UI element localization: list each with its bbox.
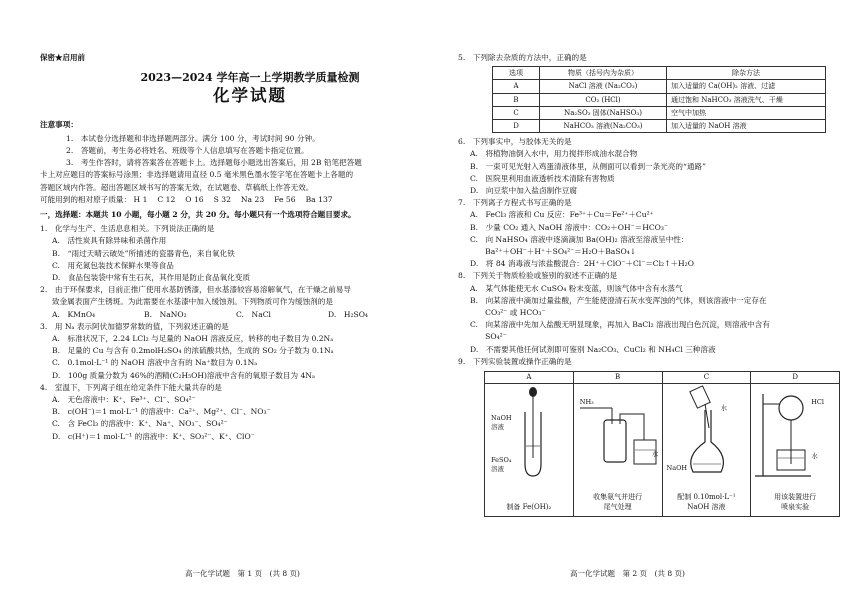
q6-option-a: A. 将植物油倒入水中，用力搅拌形成油水混合物 [470,149,638,159]
section-heading: 一，选择题：本题共 10 小题，每小题 2 分，共 20 分。每小题只有一个选项符合题目要求。 [40,210,356,220]
table-cell: CO₂ (HCl) [540,93,667,106]
question-8-stem: 8. 下列关于物质检验或鉴别的叙述不正确的是 [458,271,618,281]
q7-option-b: B. 少量 CO₂ 通入 NaOH 溶液中：CO₂＋OH⁻＝HCO₃⁻ [470,222,668,232]
q8-option-b-cont: CO₃²⁻ 或 HCO₃⁻ [470,308,546,318]
q3-option-b: B. 足量的 Cu 与含有 0.2molH₂SO₄ 的浓硫酸共热，生成的 SO₂ 分子数为 0.1Nₐ [52,346,334,356]
diagram-label: NH₃ [579,398,594,407]
table-cell: Na₂SO₃ 固体(NaHSO₃) [540,106,667,119]
exam-title: 2023—2024 学年高一上学期教学质量检测 [140,71,360,85]
question-5-stem: 5. 下列除去杂质的方法中，正确的是 [458,53,587,62]
q7-option-c: C. 向 NaHSO₄ 溶液中逐滴滴加 Ba(OH)₂ 溶液至溶液呈中性： [470,234,689,244]
table-cell: NaCl 溶液 (Na₂CO₃) [540,80,667,93]
apparatus-caption: 制备 Fe(OH)₂ [506,503,552,512]
table-header: 除杂方法 [667,67,826,80]
question-4-stem: 4. 室温下，下列离子组在给定条件下能大量共存的是 [40,382,222,392]
question-9-stem: 9. 下列实验装置或操作正确的是 [458,356,572,366]
apparatus-label: C [663,372,751,384]
table-cell: D [493,120,540,133]
apparatus-b [574,372,663,516]
diagram-label: 水 [720,404,727,413]
q8-option-d: D. 不需要其他任何试剂即可鉴别 Na₂CO₃、CuCl₂ 和 NH₄Cl 三种溶液 [470,344,716,354]
table-header: 物质（括号内为杂质） [540,67,667,80]
notice-item: 1. 本试卷分选择题和非选择题两部分。满分 100 分，考试时间 90 分钟。 [66,133,320,143]
question-2-stem: 2. 由于环保要求，目前正推广使用水基防锈漆，但水基漆较容易溶解氧气，在干燥之前易导 [40,285,351,295]
table-cell: 加入适量的 NaOH 溶液 [667,120,826,133]
table-cell: 加入适量的 Ca(OH)₂ 溶液、过滤 [667,80,826,93]
q3-option-a: A. 标准状况下，2.24 LCl₂ 与足量的 NaOH 溶液反应，转移的电子数目为 0.2Nₐ [52,334,334,344]
q4-option-d: D. c(H⁺)＝1 mol·L⁻¹ 的溶液中：K⁺、SO₃²⁻、K⁺、ClO⁻ [52,431,255,441]
apparatus-a [485,372,574,516]
q2-option-b: B. NaNO₂ [144,309,187,319]
subject-title: 化学试题 [213,86,287,106]
q1-option-c: C. 用充氮包装技术保鲜水果等食品 [52,260,174,270]
apparatus-label: D [751,372,839,384]
q7-option-c-equation: Ba²⁺＋OH⁻＋H⁺＋SO₄²⁻＝H₂O＋BaSO₄↓ [470,247,637,257]
table-row [493,120,826,133]
q6-option-d: D. 向豆浆中加入盐卤制作豆腐 [470,186,577,196]
q8-option-c-cont: SO₄²⁻ [470,332,507,342]
q3-option-c: C. 0.1mol·L⁻¹ 的 NaOH 溶液中含有的 Na⁺数目为 0.1Nₐ [52,358,258,368]
table-row [493,80,826,93]
q4-option-c: C. 含 FeCl₃ 的溶液中：K⁺、Na⁺、NO₃⁻、SO₄²⁻ [52,419,228,429]
table-cell: C [493,106,540,119]
notice-continuation: 答题区域内作答。超出答题区域书写的答案无效，在试题卷、草稿纸上作答无效。 [40,182,314,192]
table-cell: 通过饱和 NaHCO₃ 溶液洗气、干燥 [667,93,826,106]
notice-item: 3. 考生作答时，请将答案答在答题卡上。选择题每小题选出答案后，用 2B 铅笔把答题 [66,158,362,168]
confidential-mark: 保密★启用前 [40,53,85,62]
diagram-label: NaOH [491,414,512,423]
q1-option-b: B. “雨过天晴云破处”所描述的瓷器青色，来自氧化铁 [52,248,235,258]
question-7-stem: 7. 下列离子方程式书写正确的是 [458,198,572,208]
apparatus-c [663,372,752,516]
table-header-row [493,67,826,80]
q2-options [40,309,420,321]
question-1-stem: 1. 化学与生产、生活息息相关。下列说法正确的是 [40,224,215,234]
apparatus-label: A [485,372,573,384]
apparatus-label: B [574,372,662,384]
impurity-table [492,66,826,133]
page-footer: 高一化学试题 第 2 页 (共 8 页) [570,568,685,578]
fountain-experiment-diagram [751,384,839,484]
diagram-label: NaOH [666,464,688,473]
question-3-stem: 3. 用 Nₐ 表示阿伏加德罗常数的值，下列叙述正确的是 [40,321,229,331]
diagram-label: 水 [651,450,659,459]
q2-option-a: A. KMnO₄ [52,309,96,319]
diagram-label: 溶液 [491,465,504,474]
question-2-stem-cont: 致金属表面产生锈斑。为此需要在水基漆中加入缓蚀剂。下列物质可作为缓蚀剂的是 [52,297,333,307]
q4-option-a: A. 无色溶液中：K⁺、Fe³⁺、Cl⁻、SO₄²⁻ [52,395,196,405]
q7-option-d: D. 将 84 消毒液与浓盐酸混合：2H⁺＋ClO⁻＋Cl⁻＝Cl₂↑＋H₂O [470,259,694,269]
question-6-stem: 6. 下列事实中，与胶体无关的是 [458,137,572,147]
q7-option-a: A. FeCl₃ 溶液和 Cu 反应：Fe³⁺＋Cu＝Fe²⁺＋Cu²⁺ [470,210,654,220]
atomic-masses: 可能用到的相对原子质量： H 1 C 12 O 16 S 32 Na 23 Fe 56 Ba 137 [40,194,333,204]
q4-option-b: B. c(OH⁻)＝1 mol·L⁻¹ 的溶液中：Ca²⁺、Mg²⁺、Cl⁻、NO₃⁻ [52,407,271,417]
q6-option-c: C. 医院里利用血液透析技术清除有害物质 [470,173,615,183]
table-cell: 空气中加热 [667,106,826,119]
diagram-label: FeSO₄ [491,456,512,465]
table-cell: A [493,80,540,93]
q8-option-b: B. 向某溶液中滴加过量盐酸，产生能使澄清石灰水变浑浊的气体，则该溶液中一定存在 [470,295,767,305]
apparatus-caption: 配制 0.10mol·L⁻¹ NaOH 溶液 [677,493,736,512]
q1-option-a: A. 活性炭具有除异味和杀菌作用 [52,236,167,246]
q6-option-b: B. 一束可见光射入鸡蛋清液体里，从侧面可以看到一条光亮的“通路” [470,161,706,171]
q2-option-c: C. NaCl [236,309,271,319]
diagram-label: 溶液 [491,423,504,432]
q8-option-a: A. 某气体能使无水 CuSO₄ 粉末变蓝，则该气体中含有水蒸气 [470,283,683,293]
page-2 [430,0,860,598]
table-cell: NaHCO₃ 溶液(Na₂CO₃) [540,120,667,133]
q2-option-d: D. H₂SO₄ [328,309,368,319]
notice-continuation: 卡上对应题目的答案标号涂黑；非选择题请用直径 0.5 毫米黑色墨水签字笔在答题卡上各题的 [40,170,354,180]
q3-option-d: D. 100g 质量分数为 46%的酒精(C₂H₅OH)溶液中含有的氧原子数目为 4Nₐ [52,370,315,380]
q8-option-c: C. 向某溶液中先加入盐酸无明显现象，再加入 BaCl₂ 溶液出现白色沉淀，则溶液中含有 [470,320,770,330]
table-row [493,106,826,119]
diagram-label: HCl [811,398,824,407]
table-cell: B [493,93,540,106]
apparatus-caption: 用该装置进行 喷泉实验 [774,493,817,512]
apparatus-caption: 收集氨气并进行 尾气处理 [593,493,643,512]
apparatus-figure [484,371,840,517]
apparatus-d [751,372,839,516]
page-footer: 高一化学试题 第 1 页 (共 8 页) [185,568,300,578]
diagram-label: 水 [811,452,818,461]
table-row [493,93,826,106]
q1-option-d: D. 食品包装袋中常有生石灰，其作用是防止食品氧化变质 [52,273,251,283]
notice-heading: 注意事项： [40,119,78,129]
notice-item: 2. 答题前，考生务必将姓名、班级等个人信息填写在答题卡指定位置。 [66,146,309,156]
table-header: 选项 [493,67,540,80]
